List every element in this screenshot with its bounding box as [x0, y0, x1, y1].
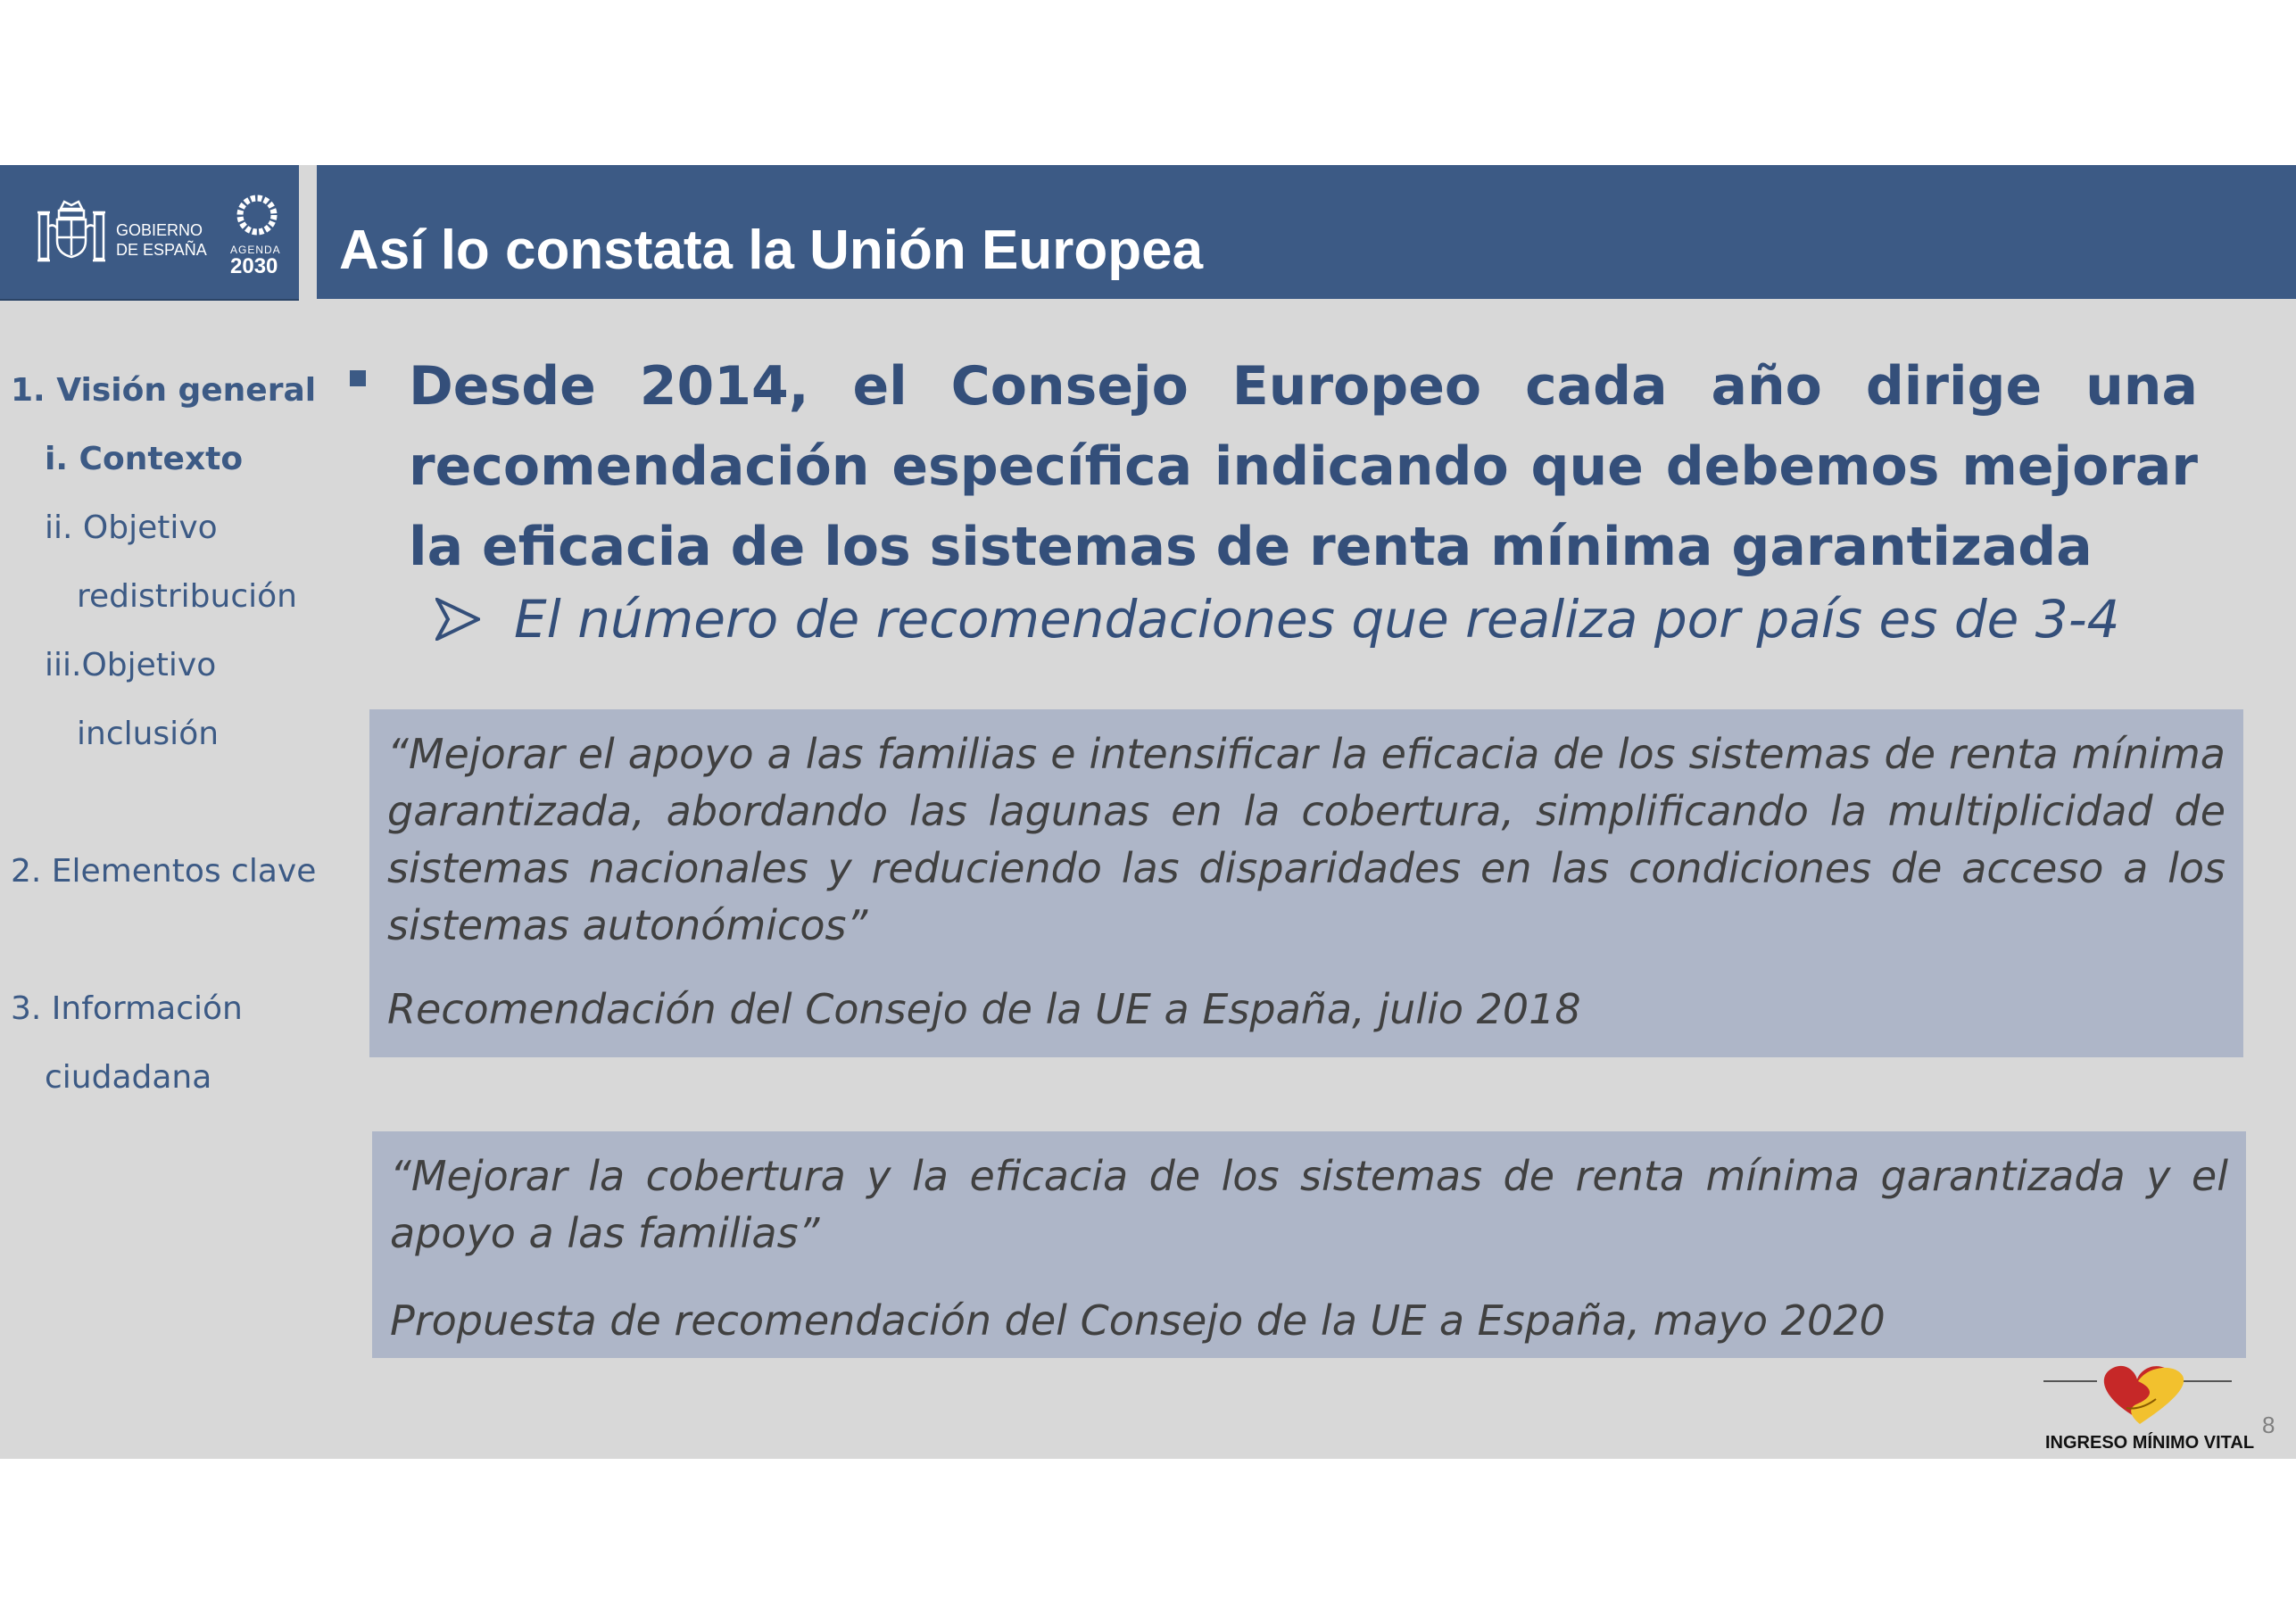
quote-text: “Mejorar el apoyo a las familias e intensificar la eficacia de los sistemas de renta mínima garantizada, abordando las lagunas en la cobertura, simplificando la multiplicidad de sistemas nacionales y reduciendo las disparidades en las condiciones de acceso a los sistemas autonómicos” [387, 730, 2226, 949]
quote-text: “Mejorar la cobertura y la eficacia de los sistemas de renta mínima garantizada y el apoyo a las familias” [390, 1152, 2228, 1257]
nav-vision-general[interactable]: 1. Visión general [11, 372, 317, 409]
nav-objetivo-inclusion-cont[interactable]: inclusión [77, 716, 220, 752]
quote-source: Recomendación del Consejo de la UE a España, julio 2018 [387, 985, 1581, 1033]
nav-objetivo-redistribucion-cont[interactable]: redistribución [77, 578, 297, 615]
nav-informacion-ciudadana-cont[interactable]: ciudadana [45, 1059, 212, 1096]
agenda-2030-icon [234, 192, 280, 238]
sub-bullet [435, 589, 2120, 650]
gobierno-logo-box [0, 165, 299, 299]
nav-informacion-ciudadana[interactable]: 3. Información [11, 990, 243, 1027]
agenda-year: 2030 [230, 254, 278, 278]
quote-box-2018 [369, 709, 2243, 1057]
nav-objetivo-inclusion[interactable]: iii.Objetivo [45, 647, 217, 683]
agenda-word: AGENDA [230, 244, 281, 256]
gobierno-line-2: DE ESPAÑA [116, 241, 207, 259]
imv-logo-text: INGRESO MÍNIMO VITAL [2045, 1433, 2255, 1453]
quote-source: Propuesta de recomendación del Consejo de la UE a España, mayo 2020 [390, 1296, 1886, 1345]
page-number: 8 [2262, 1412, 2275, 1438]
gobierno-line-1: GOBIERNO [116, 221, 203, 239]
main-bullet-text: Desde 2014, el Consejo Europeo cada año dirige una recomendación específica indicando que debemos mejorar la eficacia de los sistemas de renta mínima garantizada [409, 355, 2198, 578]
nav-objetivo-redistribucion[interactable]: ii. Objetivo [45, 509, 218, 546]
title-bar [317, 165, 2296, 299]
page-title: Así lo constata la Unión Europea [339, 219, 1204, 281]
sub-bullet-text: El número de recomendaciones que realiza por país es de 3-4 [514, 589, 2120, 650]
nav-contexto[interactable]: i. Contexto [45, 441, 244, 477]
arrow-bullet-icon [435, 589, 514, 650]
nav-elementos-clave[interactable]: 2. Elementos clave [11, 853, 317, 890]
coat-of-arms-icon [34, 196, 109, 268]
quote-box-2020 [372, 1131, 2246, 1358]
square-bullet-icon [350, 370, 366, 386]
